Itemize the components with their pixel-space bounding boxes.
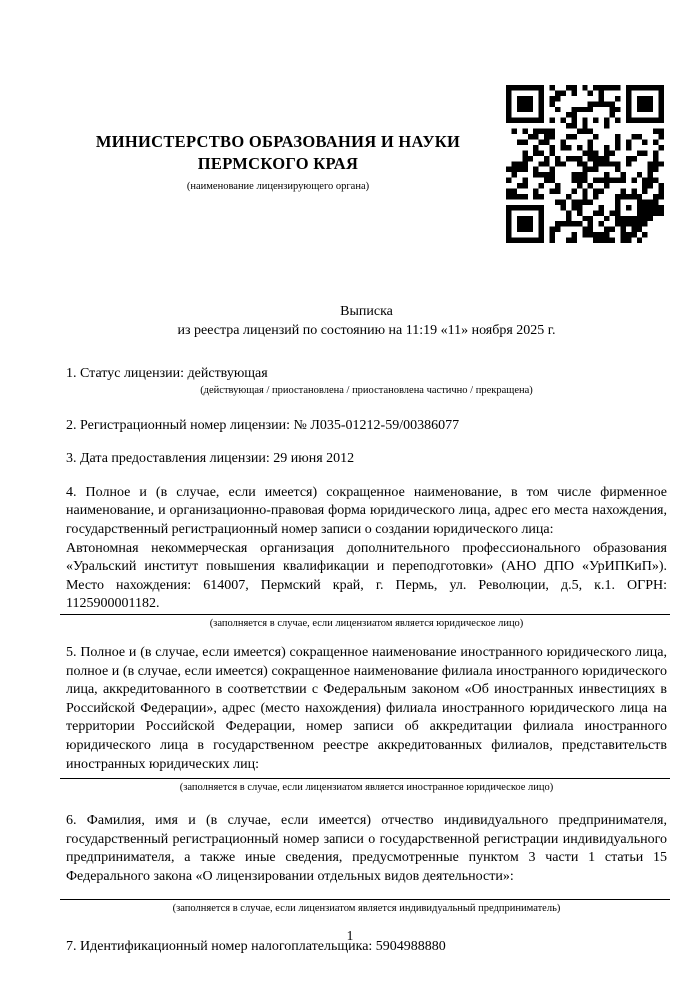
- foreign-entity-caption: (заполняется в случае, если лицензиатом является иностранное юридическое лицо): [179, 782, 554, 794]
- legal-entity-caption: (заполняется в случае, если лицензиатом является юридическое лицо): [209, 617, 524, 629]
- document-title-block: [66, 302, 667, 340]
- legal-entity-question: 4. Полное и (в случае, если имеется) сокращенное наименование, в том числе фирменное наименование, и организационно-правовая форма юридического лица, адрес его места нахождения, государственный регистрационный номер записи о создании юридического лица:: [66, 484, 667, 537]
- document-title: Выписка: [340, 304, 393, 319]
- fill-line: [60, 899, 670, 900]
- item-license-grant-date: [66, 450, 667, 469]
- document-body: [66, 302, 667, 957]
- legal-entity-value: Автономная некоммерческая организация дополнительного профессионального образования «Уральский институт повышения квалификации и переподготовки» (АНО ДПО «УрИПКиП»). Место нахождения: 614007, Пермский край, г. Пермь, ул. Революции, д.5, к.1. ОГРН: 1125900001182.: [66, 540, 667, 612]
- item-license-status: [66, 365, 667, 398]
- item-legal-entity: [66, 484, 667, 631]
- fill-line: [60, 614, 670, 615]
- blank-answer-space: [66, 886, 667, 899]
- license-status-caption: (действующая / приостановлена / приостановлена частично / прекращена): [200, 384, 533, 396]
- ministry-name-line2: ПЕРМСКОГО КРАЯ: [197, 154, 359, 173]
- item-individual-entrepreneur: [66, 812, 667, 916]
- item-registration-number: [66, 417, 667, 436]
- taxpayer-number-text: 7. Идентификационный номер налогоплательщика: 5904988880: [66, 939, 446, 955]
- qr-code-icon: [506, 85, 664, 243]
- ministry-caption: (наименование лицензирующего органа): [186, 181, 370, 192]
- fill-line: [60, 778, 670, 779]
- page-number: 1: [346, 928, 354, 943]
- license-status-text: 1. Статус лицензии: действующая: [66, 366, 268, 381]
- foreign-entity-question: 5. Полное и (в случае, если имеется) сокращенное наименование иностранного юридического лица, полное и (в случае, если имеется) сокращенное наименование филиала иностранного юридического лица, аккредитованного в соответствии с Федеральным законом «Об иностранных инвестициях в Российской Федерации», адрес (место нахождения) филиала иностранного юридического лица на территории Российской Федерации, номер записи об аккредитации филиала иностранного юридического лица в государственном реестре аккредитованных филиалов, представительств иностранных юридических лиц:: [66, 644, 667, 772]
- license-grant-date-text: 3. Дата предоставления лицензии: 29 июня 2012: [66, 451, 355, 467]
- licensing-authority-block: [66, 131, 490, 194]
- document-subtitle: из реестра лицензий по состоянию на 11:19 «11» ноября 2025 г.: [177, 323, 556, 338]
- registration-number-text: 2. Регистрационный номер лицензии: № Л035-01212-59/00386077: [66, 417, 460, 433]
- individual-entrepreneur-caption: (заполняется в случае, если лицензиатом является индивидуальный предприниматель): [172, 903, 561, 915]
- individual-entrepreneur-question: 6. Фамилия, имя и (в случае, если имеется) отчество индивидуального предпринимателя, государственный регистрационный номер записи о государственной регистрации индивидуального предпринимателя, а также иные сведения, предусмотренные пунктом 3 части 1 статьи 15 Федерального закона «О лицензировании отдельных видов деятельности»:: [66, 813, 667, 884]
- item-foreign-entity: [66, 644, 667, 795]
- ministry-name-line1: МИНИСТЕРСТВО ОБРАЗОВАНИЯ И НАУКИ: [95, 132, 461, 151]
